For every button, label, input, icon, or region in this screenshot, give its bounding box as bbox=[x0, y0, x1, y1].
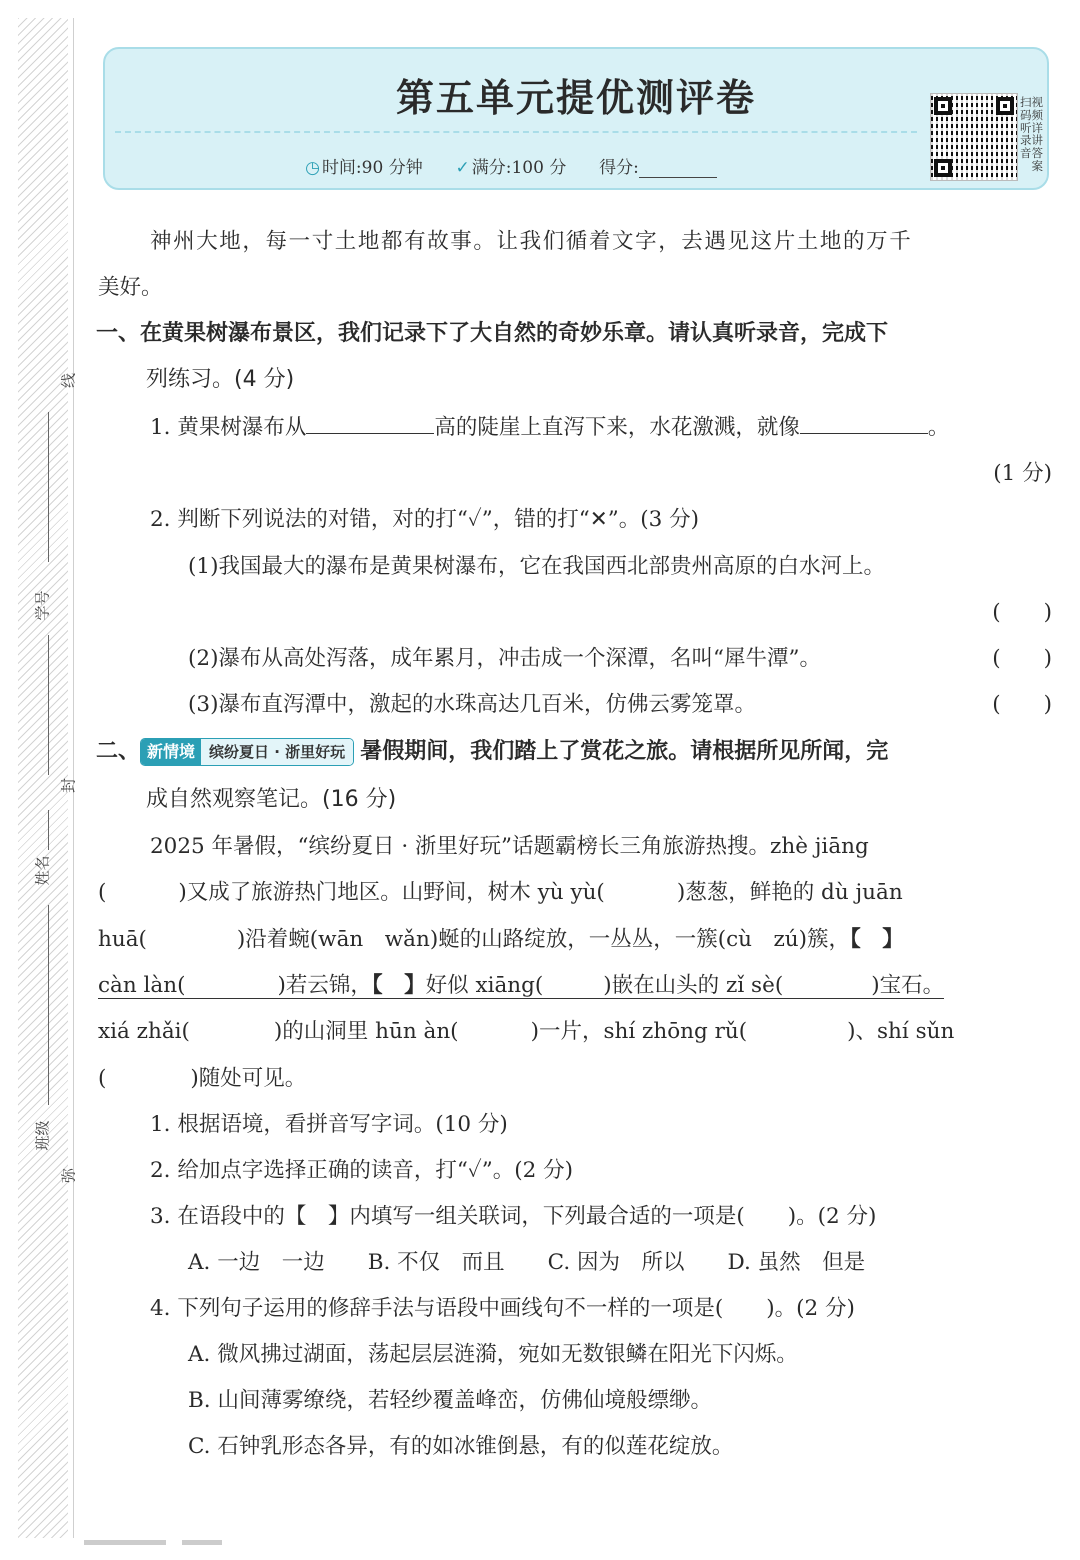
answer-paren[interactable]: ( ) bbox=[992, 692, 1052, 717]
conjunction-blank[interactable]: 【 】 bbox=[850, 927, 904, 952]
question-2-3-options[interactable]: A. 一边 一边 B. 不仅 而且 C. 因为 所以 D. 虽然 但是 bbox=[188, 1250, 866, 1275]
option-c[interactable]: C. 石钟乳形态各异，有的如冰锥倒悬，有的似莲花绽放。 bbox=[188, 1434, 734, 1459]
passage-line-4 bbox=[98, 968, 944, 999]
class-label: 班级 bbox=[33, 1120, 52, 1151]
question-1-1: 1. 黄果树瀑布从 高的陡崖上直泻下来，水花激溅，就像 。 bbox=[150, 415, 950, 440]
page-title: 第五单元提优测评卷 bbox=[395, 75, 756, 120]
statement-3: (3)瀑布直泻潭中，激起的水珠高达几百米，仿佛云雾笼罩。 bbox=[188, 692, 756, 717]
score-label: 得分: bbox=[599, 158, 639, 178]
answer-blank[interactable] bbox=[306, 413, 434, 434]
conjunction-blank[interactable]: 【 】 bbox=[371, 973, 426, 998]
passage-line-6: ( )随处可见。 bbox=[98, 1066, 307, 1091]
student-id-label: 学号 bbox=[33, 590, 52, 621]
qr-code[interactable] bbox=[930, 93, 1018, 181]
intro-line-2: 美好。 bbox=[98, 275, 163, 300]
check-circle-icon: ✓ bbox=[455, 158, 470, 178]
line-label: 线 bbox=[59, 373, 78, 389]
name-label: 姓名 bbox=[33, 855, 52, 886]
question-2-1: 1. 根据语境，看拼音写字词。(10 分) bbox=[150, 1112, 508, 1137]
seal-label: 封 bbox=[59, 778, 78, 794]
option-b[interactable]: B. 山间薄雾缭绕，若轻纱覆盖峰峦，仿佛仙境般缥缈。 bbox=[188, 1388, 712, 1413]
answer-blank[interactable] bbox=[800, 413, 928, 434]
clock-icon: ◷ bbox=[305, 158, 320, 178]
question-1-1-score: (1 分) bbox=[993, 461, 1052, 486]
passage-line-5: xiá zhǎi( )的山洞里 hūn àn( )一片，shí zhōng rǔ( )、shí sǔn bbox=[98, 1019, 955, 1044]
class-field[interactable] bbox=[48, 905, 49, 1105]
question-2-2: 2. 给加点字选择正确的读音，打“✓”。(2 分) bbox=[150, 1158, 573, 1183]
header-divider bbox=[115, 131, 917, 133]
intro-line-1: 神州大地，每一寸土地都有故事。让我们循着文字，去遇见这片土地的万千 bbox=[150, 229, 913, 254]
underlined-sentence: càn làn( )若云锦，【 】好似 xiāng( )嵌在山头的 zǐ sè( )宝石。 bbox=[98, 973, 945, 998]
statement-1: (1)我国最大的瀑布是黄果树瀑布，它在我国西北部贵州高原的白水河上。 bbox=[188, 554, 885, 579]
qr-label: 扫视 码频 听详 录讲 音答 案 bbox=[1020, 95, 1043, 173]
question-1-2: 2. 判断下列说法的对错，对的打“✓”，错的打“✕”。(3 分) bbox=[150, 507, 699, 532]
footer-mark bbox=[182, 1540, 222, 1545]
section1-heading-cont: 列练习。(4 分) bbox=[146, 367, 295, 392]
question-2-4: 4. 下列句子运用的修辞手法与语段中画线句不一样的一项是( )。(2 分) bbox=[150, 1296, 855, 1321]
statement-2: (2)瀑布从高处泻落，成年累月，冲击成一个深潭，名叫“犀牛潭”。 bbox=[188, 646, 821, 671]
student-id-underline bbox=[48, 635, 49, 775]
full-score-label: 满分:100 分 bbox=[471, 158, 567, 178]
passage-line-1: 2025 年暑假，“缤纷夏日 · 浙里好玩”话题霸榜长三角旅游热搜。zhè jiāng bbox=[150, 834, 869, 859]
student-id-field[interactable] bbox=[48, 412, 49, 562]
passage-line-3: huā( )沿着蜿(wān wǎn)蜒的山路绽放，一丛丛，一簇(cù zú)簇，【 】 bbox=[98, 927, 904, 952]
passage-line-2: ( )又成了旅游热门地区。山野间，树木 yù yù( )葱葱，鲜艳的 dù juān bbox=[98, 880, 903, 905]
fold-label: 弥 bbox=[59, 1168, 78, 1184]
answer-paren[interactable]: ( ) bbox=[992, 600, 1052, 625]
question-2-3: 3. 在语段中的【 】内填写一组关联词，下列最合适的一项是( )。(2 分) bbox=[150, 1204, 877, 1229]
option-a[interactable]: A. 微风拂过湖面，荡起层层涟漪，宛如无数银鳞在阳光下闪烁。 bbox=[188, 1342, 798, 1367]
section2-heading: 二、 新情境 缤纷夏日 · 浙里好玩 暑假期间，我们踏上了赏花之旅。请根据所见所闻，完 bbox=[96, 739, 889, 764]
section2-heading-cont: 成自然观察笔记。(16 分) bbox=[146, 787, 397, 812]
exam-header bbox=[103, 47, 1049, 190]
section1-heading: 一、在黄果树瀑布景区，我们记录下了大自然的奇妙乐章。请认真听录音，完成下 bbox=[96, 321, 889, 346]
answer-paren[interactable]: ( ) bbox=[992, 646, 1052, 671]
time-label: 时间:90 分钟 bbox=[321, 158, 423, 178]
exam-meta bbox=[105, 153, 917, 178]
footer-mark bbox=[84, 1540, 166, 1545]
new-context-tag: 新情境 缤纷夏日 · 浙里好玩 bbox=[140, 738, 354, 766]
score-blank[interactable] bbox=[639, 177, 717, 178]
